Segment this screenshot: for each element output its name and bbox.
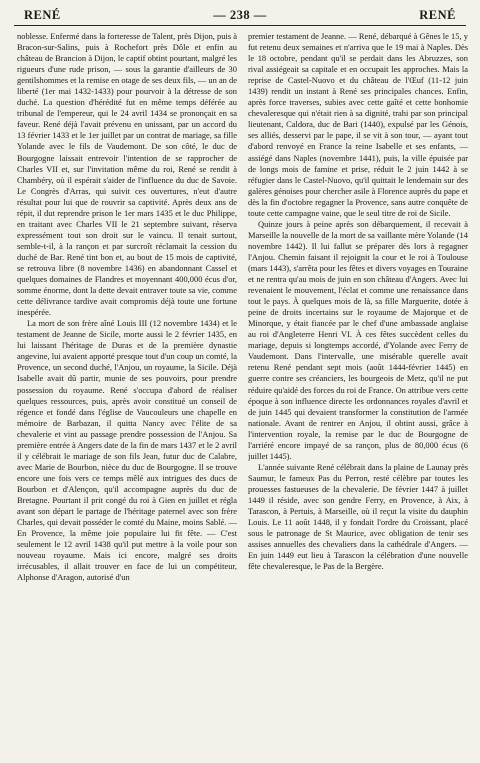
running-head-right: RENÉ xyxy=(419,7,456,22)
right-paragraph-2: Quinze jours à peine après son débarquement, il recevait à Marseille la nouvelle de la mort de sa vaillante mère Yolande (14 novembre 1442). Il lui fallut se préparer dès lors à regagner l'Anjou. Chemin faisant il rejoignit la cour et le roi à Toulouse (mars 1443), s'arrêta pour les fêtes et divers voyages en Touraine et ne rentra qu'au mois de juin en son château d'Angers. Avec lui revenaient le mouvement, l'éclat et comme une renaissance dans tout le pays. À quelques mois de là, sa fille Marguerite, dotée à peine de droits incertains sur le royaume de Majorque et de Minorque, y était fiancée par le chef d'une ambassade anglaise au roi d'Angleterre Henri VI. À ces fêtes succèdent celles du mariage, depuis si longtemps accordé, d'Yolande avec Ferry de Vaudemont. Dans l'intervalle, une misérable querelle avait retenu René pendant sept mois (août 1444-février 1445) en guerre contre ses créanciers, les bourgeois de Metz, qu'il ne put réduire qu'aidé des forces du roi de France. On attribue vers cette époque à son influence directe les ordonnances royales d'avril et de juin 1445 qui devaient transformer la constitution de l'armée nationale. Avant de rentrer en Anjou, il obtint aussi, grâce à l'intervention royale, la remise par le duc de Bourgogne de l'arriéré encore impayé de sa rançon, plus de 80,000 écus (6 juillet 1445). xyxy=(248,218,468,461)
left-paragraph-1: noblesse. Enfermé dans la forteresse de Talent, près Dijon, puis à Bracon-sur-Salins, puis à Rochefort près Dôle et enfin au château de Brancion à Dijon, le captif obtint pourtant, malgré les rigueurs d'une rude prison, — sous la garantie d'ailleurs de 30 gentilshommes et la remise en otage de ses deux fils, — un an de liberté (1er mai 1432-1433) pour pourvoir à la détresse de son duché. La question d'hérédité fut en même temps déférée au tribunal de l'empereur, qui le 24 avril 1434 se prononçait en sa faveur. René déjà l'avait prévenu en unissant, par un accord du 13 février 1433 et le 1er juillet par un contrat de mariage, sa fille Yolande avec le fils de Vaudemont. De son côté, le duc de Bourgogne laissait entrevoir l'intention de se rapprocher de Charles VII et, sur l'invitation même du roi, René se rendit à Chambéry, où il espérait s'aider de l'influence du duc de Savoie. Le Congrès d'Arras, qui suivit ces ouvertures, n'eut d'autre résultat pour lui que de rouvrir sa captivité. Après deux ans de répit, il dut reprendre prison le 1er mars 1435 et le duc Philippe, en traitant avec Charles VII le 21 septembre suivant, réserva expressément tout son droit sur le vaincu. Il tenait surtout, semble-t-il, à la rançon et par surcroît réclamait la cession du duché de Bar. René tint bon et, au bout de 15 mois de captivité, se retrouva libre (8 novembre 1436) en abandonnant Cassel et quelques domaines de Flandres et moyennant 400,000 écus d'or, somme énorme, dont la dette devait entraver toute sa vie, comme cette délivrance tardive avait compromis déjà toute une fortune inespérée. xyxy=(17,31,237,318)
right-column xyxy=(248,31,468,755)
right-paragraph-1: premier testament de Jeanne. — René, débarqué à Gênes le 15, y fut retenu deux semaines et n'arriva que le 19 mai à Naples. Dès le 18 octobre, pendant qu'il se perdait dans les Abruzzes, son rival assiégeait sa capitale et en occupait les approches. Mais la reprise de Castel-Nuovo et du château de l'Œuf (11-12 juin 1439) rendit un instant à René ses principales chances. Enfin, après force traverses, subies avec cette gaîté et cette bonhomie chevaleresque qui n'était rien à sa dignité, trahi par son principal lieutenant, Caldora, duc de Bari (1440), expulsé par les Génois, ses alliés, desservi par le pape, il se vit à son tour, — ayant tout d'abord renvoyé en France la reine Isabelle et ses enfants, — assiégé dans Naples (novembre 1441), puis, la ville épuisée par de longs mois de famine et prise, réduit le 2 juin 1442 à se réfugier dans le Castel-Nuovo, qu'il quittait le lendemain sur des galères génoises pour chercher asile à Florence auprès du pape et dès la fin d'octobre regagner la Provence, sans autre conquête de toute cette campagne vaine, que le seul titre de roi de Sicile. xyxy=(248,31,468,218)
left-column xyxy=(17,31,237,755)
right-paragraph-3: L'année suivante René célébrait dans la plaine de Launay près Saumur, le fameux Pas du Perron, resté célèbre par toutes les prouesses fastueuses de la chevalerie. De février 1447 à juillet 1449 il réside, avec son gendre Ferry, en Provence, à Aix, à Tarascon, à Pertuis, à Marseille, où il reçut la visite du dauphin Louis. Le 11 août 1448, il y fondait l'ordre du Croissant, placé sous le patronage de St Maurice, avec obligation de tenir ses assises annuelles des chevaliers dans la cathédrale d'Angers. — En juin 1449 eut lieu à Tarascon la célébration d'une nouvelle fête chevaleresque, le Pas de la Bergère. xyxy=(248,461,468,572)
page-number: — 238 — xyxy=(213,7,267,22)
running-head-left: RENÉ xyxy=(24,7,61,22)
left-paragraph-2: La mort de son frère aîné Louis III (12 novembre 1434) et le testament de Jeanne de Sicile, morte aussi le 2 février 1435, en lui laissant l'héritage de Duras et de la première dynastie angevine, lui avaient apporté presque tout d'un coup un comté, la Provence, un second duché, l'Anjou, un royaume, la Sicile. Déjà Isabelle avait dû partir, munie de ses pouvoirs, pour prendre possession du royaume. René s'occupa d'abord de réaliser quelques ressources, puis, après avoir constitué un conseil de régence et fondé dans l'église de Vaucouleurs une chapelle en mémoire de Barbazan, il quitta Nancy avec l'élite de sa chevalerie et vint au passage prendre possession de l'Anjou. Sa première entrée à Angers date de la fin de mars 1437 et le 2 avril il y célébrait le mariage de son fils Jean, futur duc de Calabre, avec Marie de Bourbon, nièce du duc de Bourgogne. Il se trouve encore une fois vers ce temps mêlé aux intrigues des ducs de Bourbon et d'Alençon, qu'il accompagne auprès du duc de Bretagne. Pourtant il prit congé du roi à Gien en juillet et régla avant son départ le partage de l'héritage paternel avec son frère Charles, qui devait posséder le comté du Maine, moins Sablé. — En Provence, la même joie populaire lui fit fête. — C'est seulement le 12 avril 1438 qu'il put mettre à la voile pour son nouveau royaume. Mais ici encore, malgré ses droits irrécusables, il allait trouver en face de lui un compétiteur, Alphonse d'Aragon, autorisé d'un xyxy=(17,318,237,583)
header-rule xyxy=(14,25,466,26)
page-header xyxy=(24,6,456,24)
